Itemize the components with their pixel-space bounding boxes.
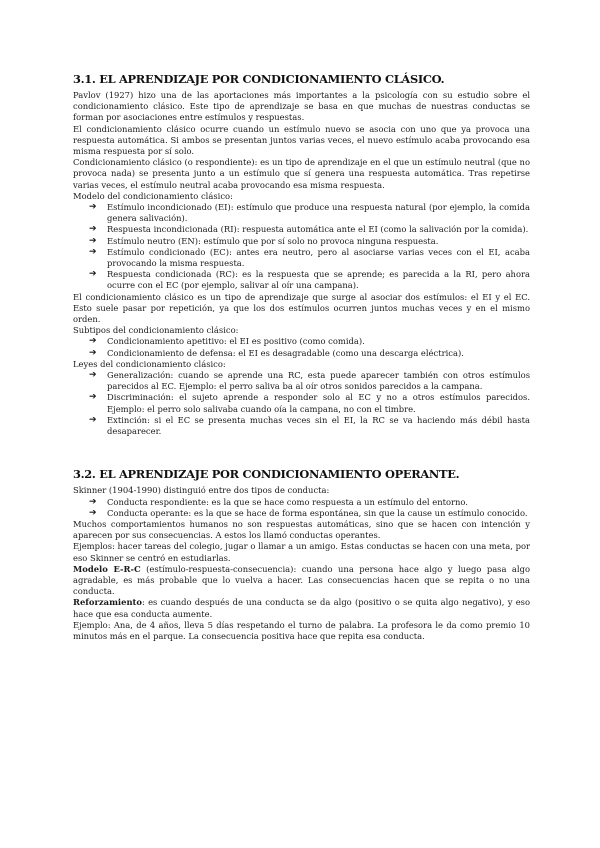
paragraph: El condicionamiento clásico es un tipo de aprendizaje que surge al asociar dos estímulos: el EI y el EC. Esto suele pasar por repetición, ya que los dos estímulos ocurren juntos muchas veces y en el mismo orden.	[73, 291, 530, 325]
arrow-right-icon: ➔	[89, 235, 97, 246]
list-item: ➔ Estímulo condicionado (EC): antes era neutro, pero al asociarse varias veces con el EI, acaba provocando la misma respuesta.	[89, 246, 530, 269]
list-item: ➔ Respuesta incondicionada (RI): respuesta automática ante el EI (como la salivación por la comida).	[89, 224, 529, 235]
paragraph: Condicionamiento clásico (o respondiente): es un tipo de aprendizaje en el que un estímulo neutral (que no provoca nada) se presenta junto a un estímulo que sí genera una respuesta automática. Tras repetirse varias veces, el estímulo neutral acaba provocando esa misma respuesta.	[73, 157, 530, 190]
paragraph: Reforzamiento: es cuando después de una conducta se da algo (positivo o se quita algo negativo), y eso hace que esa conducta aumente.	[73, 597, 530, 619]
list-item: ➔ Estímulo neutro (EN): estímulo que por sí solo no provoca ninguna respuesta.	[89, 235, 439, 246]
model-list	[73, 202, 530, 292]
list-item: ➔ Generalización: cuando se aprende una RC, esta puede aparecer también con otros estímulos parecidos al EC. Ejemplo: el perro saliva ba al oír otros sonidos parecidos a la campana.	[89, 370, 530, 392]
list-title: Leyes del condicionamiento clásico:	[73, 358, 226, 369]
paragraph: Ejemplo: Ana, de 4 años, lleva 5 días respetando el turno de palabra. La profesora le da como premio 10 minutos más en el parque. La consecuencia positiva hace que repita esa conducta.	[73, 619, 530, 641]
paragraph: Skinner (1904-1990) distinguió entre dos tipos de conducta:	[73, 485, 330, 496]
list-item: ➔ Estímulo incondicionado (EI): estímulo que produce una respuesta natural (por ejemplo, la comida genera salivación).	[89, 202, 530, 224]
list-item: ➔ Condicionamiento de defensa: el EI es desagradable (como una descarga eléctrica).	[89, 347, 464, 358]
arrow-right-icon: ➔	[89, 202, 97, 213]
arrow-right-icon: ➔	[89, 336, 97, 347]
list-item: ➔ Conducta operante: es la que se hace de forma espontánea, sin que la cause un estímulo conocido.	[89, 507, 528, 518]
list-title: Subtipos del condicionamiento clásico:	[73, 325, 239, 336]
paragraph: El condicionamiento clásico ocurre cuando un estímulo nuevo se asocia con uno que ya provoca una respuesta automática. Si ambos se presentan juntos varias veces, el nuevo estímulo acaba provocando esa misma respuesta por sí solo.	[73, 123, 530, 157]
arrow-right-icon: ➔	[89, 347, 97, 358]
document-page	[73, 72, 530, 642]
list-title: Modelo del condicionamiento clásico:	[73, 190, 233, 201]
arrow-right-icon: ➔	[89, 507, 97, 518]
list-item: ➔ Extinción: si el EC se presenta muchas veces sin el EI, la RC se va haciendo más débil hasta desaparecer.	[89, 414, 530, 437]
arrow-right-icon: ➔	[89, 414, 97, 425]
paragraph: Modelo E-R-C (estímulo-respuesta-consecuencia): cuando una persona hace algo y luego pasa algo agradable, es más probable que lo vuelva a hacer. Las consecuencias hacen que se repita o no una conducta.	[73, 563, 531, 597]
paragraph: Ejemplos: hacer tareas del colegio, jugar o llamar a un amigo. Estas conductas se hacen con una meta, por eso Skinner se centró en estudiarlas.	[73, 541, 530, 563]
arrow-right-icon: ➔	[89, 269, 97, 280]
arrow-right-icon: ➔	[89, 496, 97, 507]
arrow-right-icon: ➔	[89, 224, 97, 235]
list-item: ➔ Respuesta condicionada (RC): es la respuesta que se aprende; es parecida a la RI, pero ahora ocurre con el EC (por ejemplo, salivar al oír una campana).	[89, 269, 530, 291]
arrow-right-icon: ➔	[89, 370, 97, 381]
list-item: ➔ Conducta respondiente: es la que se hace como respuesta a un estímulo del entorno.	[89, 496, 468, 507]
types-list	[73, 497, 530, 519]
subtypes-list	[73, 336, 530, 358]
list-item: ➔ Discriminación: el sujeto aprende a responder solo al EC y no a otros estímulos parecidos. Ejemplo: el perro solo salivaba cuando oía la campana, no con el timbre.	[89, 392, 530, 414]
arrow-right-icon: ➔	[89, 246, 97, 257]
section-2-heading: 3.2. EL APRENDIZAJE POR CONDICIONAMIENTO OPERANTE.	[73, 467, 460, 482]
reinforcement-label: Reforzamiento	[73, 597, 142, 608]
paragraph: Pavlov (1927) hizo una de las aportaciones más importantes a la psicología con su estudio sobre el condicionamiento clásico. Este tipo de aprendizaje se basa en que muchas de nuestras conductas se forman por asociaciones entre estímulos y respuestas.	[73, 90, 530, 123]
section-1-heading: 3.1. EL APRENDIZAJE POR CONDICIONAMIENTO CLÁSICO.	[73, 72, 445, 86]
list-item: ➔ Condicionamiento apetitivo: el EI es positivo (como comida).	[89, 336, 365, 347]
model-label: Modelo E-R-C	[73, 563, 141, 574]
laws-list	[73, 370, 530, 437]
paragraph: Muchos comportamientos humanos no son respuestas automáticas, sino que se hacen con intención y aparecen por sus consecuencias. A estos los llamó conductas operantes.	[73, 518, 530, 541]
arrow-right-icon: ➔	[89, 392, 97, 403]
